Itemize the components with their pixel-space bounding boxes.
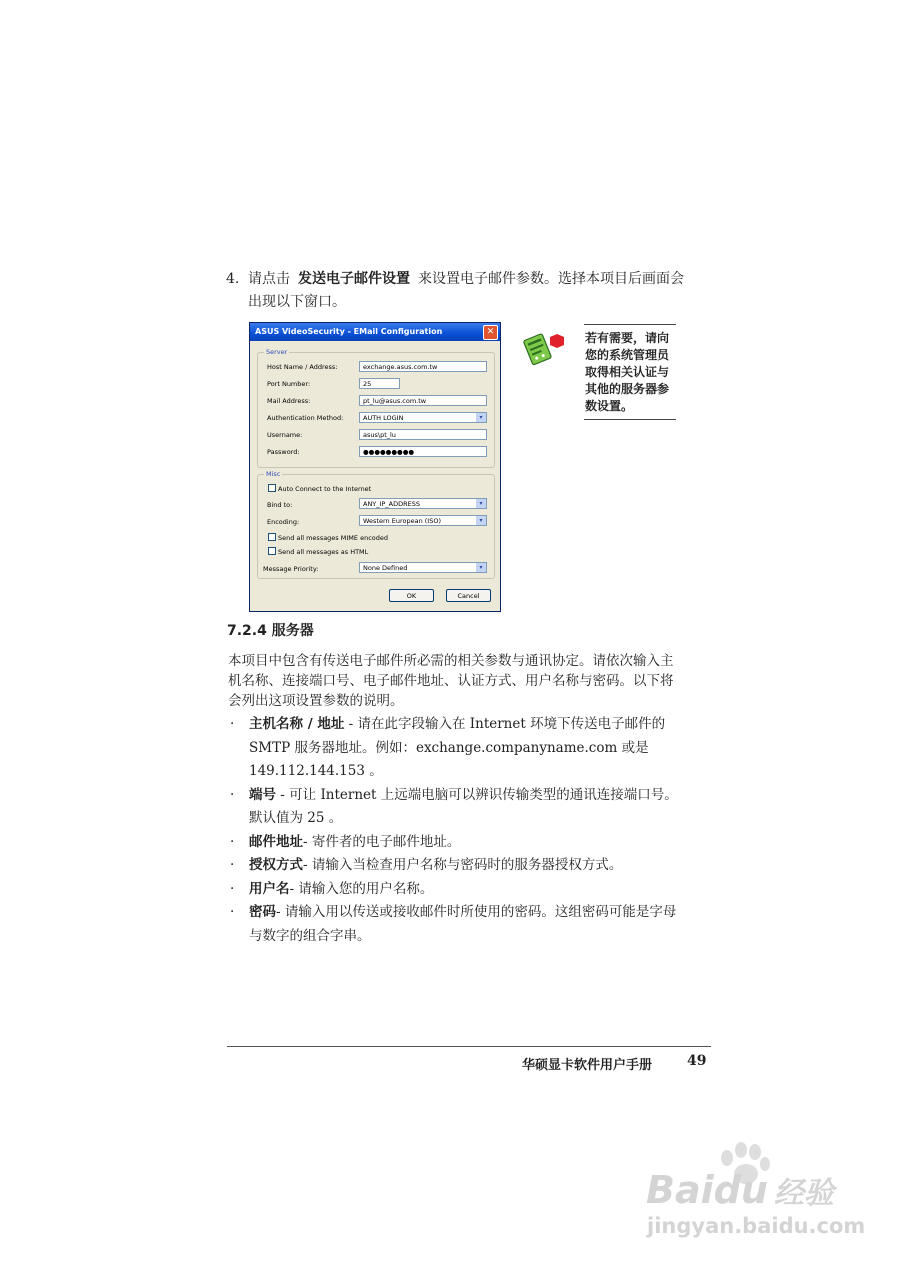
bullet-desc: 请输入用以传送或接收邮件时所使用的密码。这组密码可能是字母与数字的组合字串。 xyxy=(249,904,677,944)
bullet-desc: 请输入当检查用户名称与密码时的服务器授权方式。 xyxy=(311,857,623,873)
section-heading: 7.2.4 服务器 xyxy=(227,623,314,639)
watermark-logo-b: du xyxy=(713,1168,768,1212)
host-label: Host Name / Address: xyxy=(267,363,338,371)
chevron-down-icon[interactable]: ▾ xyxy=(476,413,486,422)
auth-method-label: Authentication Method: xyxy=(267,414,344,422)
html-label: Send all messages as HTML xyxy=(278,548,369,556)
watermark-logo-a: Bai xyxy=(646,1168,714,1212)
list-item xyxy=(228,831,688,855)
bullet-term: 邮件地址 xyxy=(249,833,303,850)
mail-address-input[interactable]: pt_lu@asus.com.tw xyxy=(359,395,487,406)
footer-rule xyxy=(227,1046,711,1047)
bullet-sep: - xyxy=(303,833,312,850)
step-text-b: 来设置电子邮件参数。选择本项目后画面会 xyxy=(418,271,684,287)
bullet-desc: 请输入您的用户名称。 xyxy=(298,880,434,897)
bullet-desc: 可让 Internet 上远端电脑可以辨识传输类型的通讯连接端口号。默认值为 25 。 xyxy=(249,786,678,826)
chevron-down-icon[interactable]: ▾ xyxy=(476,499,486,508)
list-item xyxy=(228,784,688,831)
mime-label: Send all messages MIME encoded xyxy=(278,534,388,542)
bullet-mark: · xyxy=(230,786,235,803)
server-group-label: Server xyxy=(266,348,288,356)
bullet-term: 密码 xyxy=(249,904,276,920)
username-label: Username: xyxy=(267,431,303,439)
list-item xyxy=(228,901,688,948)
bind-label: Bind to: xyxy=(267,501,293,509)
chevron-down-icon[interactable]: ▾ xyxy=(476,516,486,525)
page-number: 49 xyxy=(687,1053,707,1069)
email-config-dialog xyxy=(249,322,501,612)
encoding-label: Encoding: xyxy=(267,518,300,526)
watermark-logo xyxy=(646,1168,834,1212)
note-rule-top xyxy=(584,324,676,325)
priority-label: Message Priority: xyxy=(263,565,319,573)
step-bold-command: 发送电子邮件设置 xyxy=(298,271,410,287)
mail-address-label: Mail Address: xyxy=(267,397,311,405)
host-input[interactable]: exchange.asus.com.tw xyxy=(359,361,487,372)
list-item xyxy=(228,854,688,878)
cancel-button[interactable]: Cancel xyxy=(446,589,491,602)
bullet-mark: · xyxy=(230,716,235,732)
bullet-desc: 寄件者的电子邮件地址。 xyxy=(311,833,461,850)
bullet-mark: · xyxy=(230,833,235,850)
bullet-sep: - xyxy=(344,716,358,732)
bullet-mark: · xyxy=(230,904,235,920)
watermark-url: jingyan.baidu.com xyxy=(647,1214,866,1238)
auto-connect-checkbox[interactable] xyxy=(268,484,276,492)
bind-value: ANY_IP_ADDRESS xyxy=(363,500,420,508)
bullet-term: 授权方式 xyxy=(249,857,303,873)
bullet-sep: - xyxy=(303,857,312,873)
auth-method-select[interactable] xyxy=(359,412,487,423)
username-input[interactable]: asus\pt_lu xyxy=(359,429,487,440)
step-number: 4. xyxy=(226,271,240,287)
bullet-mark: · xyxy=(230,857,235,873)
note-line: 若有需要，请向 xyxy=(585,331,670,345)
password-label: Password: xyxy=(267,448,300,456)
encoding-value: Western European (ISO) xyxy=(363,517,441,525)
list-item xyxy=(228,878,688,902)
intro-paragraph: 本项目中包含有传送电子邮件所必需的相关参数与通讯协定。请依次输入主机名称、连接端口号、电子邮件地址、认证方式、用户名称与密码。以下将会列出这项设置参数的说明。 xyxy=(228,653,674,709)
note-card-icon xyxy=(518,324,570,368)
chevron-down-icon[interactable]: ▾ xyxy=(476,563,486,572)
note-line: 其他的服务器参 xyxy=(585,382,670,396)
bullet-term: 端号 xyxy=(249,786,276,803)
priority-select[interactable] xyxy=(359,562,487,573)
note-line: 取得相关认证与 xyxy=(585,365,670,379)
footer-title: 华硕显卡软件用户手册 xyxy=(522,1058,653,1073)
auto-connect-label: Auto Connect to the Internet xyxy=(278,485,372,493)
bullet-term: 主机名称 / 地址 xyxy=(249,716,345,732)
auth-method-value: AUTH LOGIN xyxy=(363,414,404,422)
password-input[interactable]: ●●●●●●●●● xyxy=(359,446,487,457)
bullet-sep: - xyxy=(289,880,299,897)
note-rule-bottom xyxy=(584,419,676,420)
port-label: Port Number: xyxy=(267,380,311,388)
bullet-sep: - xyxy=(276,904,285,920)
step-line-2: 出现以下窗口。 xyxy=(248,294,346,310)
note-line: 数设置。 xyxy=(585,399,634,413)
list-item xyxy=(228,713,688,784)
bind-select[interactable] xyxy=(359,498,487,509)
step-text-a: 请点击 xyxy=(248,271,290,287)
port-input[interactable]: 25 xyxy=(359,378,400,389)
note-text xyxy=(585,330,677,415)
parameter-list xyxy=(228,713,688,948)
dialog-title: ASUS VideoSecurity - EMail Configuration xyxy=(250,323,500,341)
priority-value: None Defined xyxy=(363,564,408,572)
watermark-logo-c: 经验 xyxy=(773,1176,834,1211)
close-icon[interactable]: ✕ xyxy=(483,325,498,340)
bullet-term: 用户名 xyxy=(249,880,290,897)
mime-checkbox[interactable] xyxy=(268,533,276,541)
step-4 xyxy=(226,268,686,314)
misc-group-label: Misc xyxy=(266,470,281,478)
bullet-sep: - xyxy=(276,786,290,803)
note-line: 您的系统管理员 xyxy=(585,348,670,362)
bullet-mark: · xyxy=(230,880,235,897)
bullet-desc: 请在此字段输入在 Internet 环境下传送电子邮件的 SMTP 服务器地址。例如：exchange.companyname.com 或是 149.112.144.153 。 xyxy=(249,716,666,779)
ok-button[interactable]: OK xyxy=(389,589,434,602)
html-checkbox[interactable] xyxy=(268,547,276,555)
encoding-select[interactable] xyxy=(359,515,487,526)
